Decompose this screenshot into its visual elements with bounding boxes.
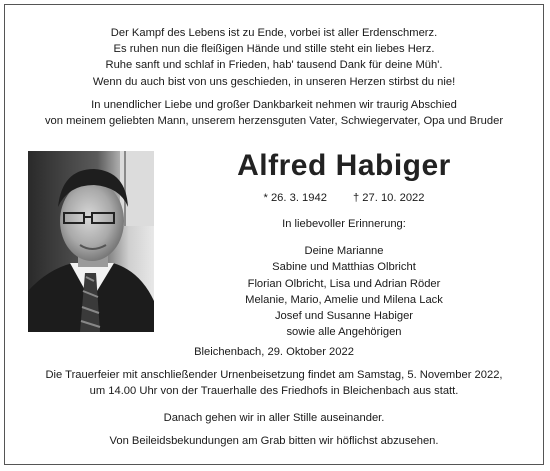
mourner: Florian Olbricht, Lisa und Adrian Röder [247, 277, 441, 290]
mourner: Josef und Susanne Habiger [274, 310, 414, 323]
poem-line: Es ruhen nun die fleißigen Hände und stille steht ein liebes Herz. [113, 43, 435, 56]
mourner: Deine Marianne [304, 245, 384, 257]
death-date: † 27. 10. 2022 [352, 192, 425, 204]
obituary-card [4, 4, 544, 465]
deceased-name: Alfred Habiger [237, 149, 451, 182]
mourner: Sabine und Matthias Olbricht [272, 261, 416, 274]
life-dates [190, 191, 498, 205]
silence-note: Danach gehen wir in aller Stille auseinander. [163, 412, 385, 424]
farewell-text [5, 97, 543, 129]
poem-line: Ruhe sanft und schlaf in Frieden, hab' tausend Dank für deine Müh'. [105, 59, 443, 72]
mourner: Melanie, Mario, Amelie und Milena Lack [245, 293, 443, 306]
farewell-line: In unendlicher Liebe und großer Dankbarkeit nehmen wir traurig Abschied [91, 99, 457, 111]
portrait-photo [28, 151, 154, 332]
poem-line: Der Kampf des Lebens ist zu Ende, vorbei ist aller Erdenschmerz. [110, 27, 438, 39]
condolence-note: Von Beileidsbekundungen am Grab bitten wir höflichst abzusehen. [109, 435, 439, 447]
funeral-line: um 14.00 Uhr von der Trauerhalle des Friedhofs in Bleichenbach aus statt. [89, 385, 459, 398]
birth-date: * 26. 3. 1942 [263, 192, 327, 204]
funeral-notice [5, 367, 543, 399]
place-date: Bleichenbach, 29. Oktober 2022 [194, 346, 354, 358]
farewell-line: von meinem geliebten Mann, unserem herzensguten Vater, Schwiegervater, Opa und Bruder [44, 115, 504, 128]
mourner: sowie alle Angehörigen [286, 326, 402, 339]
poem-line: Wenn du auch bist von uns geschieden, in unseren Herzen stirbst du nie! [92, 75, 456, 88]
poem [5, 25, 543, 90]
deceased-details [190, 149, 498, 341]
mourners-list [190, 243, 498, 341]
funeral-line: Die Trauerfeier mit anschließender Urnenbeisetzung findet am Samstag, 5. November 2022, [45, 369, 503, 381]
memory-heading: In liebevoller Erinnerung: [282, 218, 406, 230]
